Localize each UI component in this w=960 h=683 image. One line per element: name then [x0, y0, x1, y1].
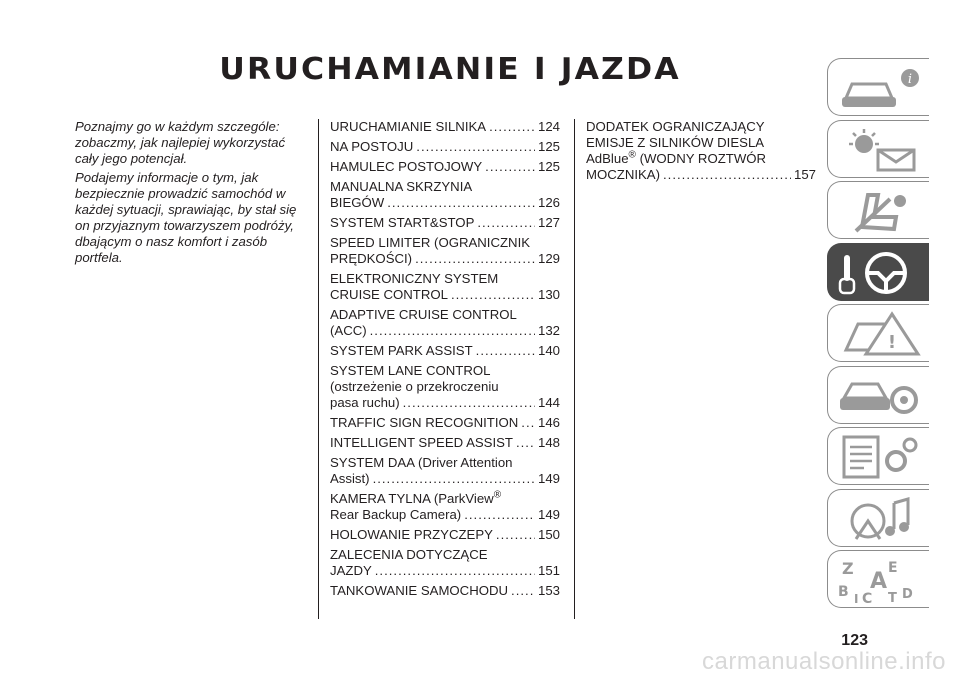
toc-entry-title: SYSTEM PARK ASSIST — [330, 343, 473, 358]
car-info-icon — [834, 64, 924, 112]
warning-lights-icon — [834, 126, 924, 174]
dot-leader — [387, 195, 535, 211]
toc-entry-text: ELEKTRONICZNY SYSTEM — [330, 271, 499, 286]
dot-leader — [521, 415, 535, 431]
safety-seat-icon — [834, 187, 924, 235]
dot-leader — [464, 507, 535, 523]
toc-entry-line — [330, 119, 560, 135]
toc-entry[interactable] — [330, 527, 560, 543]
toc-entry[interactable] — [330, 435, 560, 451]
toc-entry-line — [330, 287, 560, 303]
toc-entry-line — [330, 527, 560, 543]
chapter-tab[interactable] — [827, 304, 929, 362]
toc-entry[interactable] — [586, 119, 816, 183]
toc-entry-line — [330, 491, 560, 507]
dot-leader — [663, 167, 791, 183]
toc-entry[interactable] — [330, 215, 560, 231]
svg-text:E: E — [888, 560, 898, 576]
toc-page-number: 125 — [537, 139, 560, 154]
chapter-tab[interactable] — [827, 550, 929, 608]
toc-entry-line — [330, 455, 560, 471]
dot-leader — [496, 527, 535, 543]
toc-page-number: 146 — [537, 415, 560, 430]
toc-page-number: 140 — [537, 343, 560, 358]
toc-entry-title: MOCZNIKA) — [586, 167, 660, 182]
toc-page-number: 125 — [537, 159, 560, 174]
toc-entry[interactable] — [330, 343, 560, 359]
toc-entry-line — [330, 307, 560, 323]
toc-entry-line — [330, 195, 560, 211]
toc-entry-title: PRĘDKOŚCI) — [330, 251, 413, 266]
toc-page-number: 132 — [537, 323, 560, 338]
toc-entry-text: ZALECENIA DOTYCZĄCE — [330, 547, 488, 562]
toc-entry-line — [330, 215, 560, 231]
dot-leader — [511, 583, 535, 599]
toc-entry[interactable] — [330, 271, 560, 303]
intro-paragraph: Podajemy informacje o tym, jak bezpiecznie prowadzić samochód w każdej sytuacji, sprawiając, by stał się on przyjaznym towarzyszem podróży, dbającym o nasz komfort i zasób portfela. — [75, 170, 297, 265]
intro-paragraph: Poznajmy go w każdym szczególe: zobaczmy, jak najlepiej wykorzystać cały jego potencjał. — [75, 119, 286, 166]
svg-text:A: A — [870, 569, 888, 594]
toc-page-number: 126 — [537, 195, 560, 210]
toc-entry-line — [330, 323, 560, 339]
toc-entry-text: DODATEK OGRANICZAJĄCY — [586, 119, 765, 134]
toc-entry-text: SYSTEM DAA (Driver Attention — [330, 455, 513, 470]
svg-text:D: D — [902, 587, 913, 602]
starting-driving-icon — [834, 249, 924, 297]
toc-entry[interactable] — [330, 235, 560, 267]
toc-entry[interactable] — [330, 159, 560, 175]
toc-entry[interactable] — [330, 363, 560, 411]
toc-entry-text: SPEED LIMITER (OGRANICZNIK — [330, 235, 531, 250]
toc-entry-text: (WODNY ROZTWÓR — [635, 151, 767, 166]
toc-entry-text: AdBlue — [586, 151, 629, 166]
intro-text — [75, 119, 305, 269]
toc-page-number: 157 — [793, 167, 816, 182]
toc-entry-line — [330, 235, 560, 251]
toc-entry-line — [586, 119, 816, 135]
dot-leader — [516, 435, 535, 451]
svg-text:!: ! — [887, 332, 897, 353]
toc-entry-line — [330, 435, 560, 451]
toc-entry-title: HAMULEC POSTOJOWY — [330, 159, 483, 174]
chapter-tab[interactable] — [827, 181, 929, 239]
toc-entry-title: INTELLIGENT SPEED ASSIST — [330, 435, 513, 450]
dot-leader — [416, 139, 535, 155]
toc-entry-line — [330, 415, 560, 431]
toc-entry-line — [330, 395, 560, 411]
toc-entry-title: SYSTEM START&STOP — [330, 215, 475, 230]
index-icon — [834, 556, 924, 604]
registered-mark: ® — [493, 489, 502, 501]
toc-entry-title: URUCHAMIANIE SILNIKA — [330, 119, 487, 134]
toc-entry[interactable] — [330, 179, 560, 211]
toc-page-number: 153 — [537, 583, 560, 598]
toc-entry-title: JAZDY — [330, 563, 372, 578]
toc-entry-title: TANKOWANIE SAMOCHODU — [330, 583, 509, 598]
column-divider — [318, 119, 319, 619]
dot-leader — [373, 471, 535, 487]
toc-entry-title: BIEGÓW — [330, 195, 385, 210]
dot-leader — [485, 159, 535, 175]
page-title: URUCHAMIANIE I JAZDA — [219, 52, 681, 87]
toc-entry-line — [330, 159, 560, 175]
toc-entry-line — [330, 583, 560, 599]
registered-mark: ® — [628, 149, 636, 161]
toc-entry-line — [330, 507, 560, 523]
svg-text:T: T — [888, 591, 897, 604]
emergency-icon — [834, 310, 924, 358]
toc-entry-text: SYSTEM LANE CONTROL — [330, 363, 491, 378]
toc-page-number: 144 — [537, 395, 560, 410]
toc-entry-line — [330, 139, 560, 155]
toc-entry-text: ADAPTIVE CRUISE CONTROL — [330, 307, 517, 322]
chapter-tab[interactable] — [827, 243, 929, 301]
dot-leader — [375, 563, 535, 579]
watermark: carmanualsonline.info — [702, 648, 946, 675]
toc-entry-text: MANUALNA SKRZYNIA — [330, 179, 473, 194]
toc-entry[interactable] — [330, 455, 560, 487]
chapter-tab[interactable] — [827, 58, 929, 116]
toc-entry-line — [330, 563, 560, 579]
svg-text:B: B — [838, 584, 849, 600]
dot-leader — [403, 395, 535, 411]
toc-entry-line — [330, 343, 560, 359]
chapter-tab[interactable] — [827, 489, 929, 547]
column-divider — [574, 119, 575, 619]
toc-page-number: 127 — [537, 215, 560, 230]
toc-entry-line — [330, 547, 560, 563]
toc-entry-title: Rear Backup Camera) — [330, 507, 462, 522]
toc-entry[interactable] — [330, 583, 560, 599]
dot-leader — [415, 251, 535, 267]
toc-page-number: 129 — [537, 251, 560, 266]
toc-page-number: 148 — [537, 435, 560, 450]
toc-page-number: 149 — [537, 507, 560, 522]
toc-entry-line — [586, 151, 816, 167]
toc-entry-line — [330, 179, 560, 195]
toc-entry-line — [330, 471, 560, 487]
toc-page-number: 124 — [537, 119, 560, 134]
svg-text:I: I — [854, 592, 859, 604]
toc-entry-line: (ostrzeżenie o przekroczeniu — [330, 379, 499, 394]
dot-leader — [451, 287, 535, 303]
chapter-tab[interactable] — [827, 120, 929, 178]
toc-page-number: 151 — [537, 563, 560, 578]
multimedia-icon — [834, 495, 924, 543]
chapter-tab[interactable] — [827, 366, 929, 424]
maintenance-icon — [834, 372, 924, 420]
svg-text:C: C — [862, 591, 873, 604]
dot-leader — [477, 215, 535, 231]
toc-entry-line — [330, 251, 560, 267]
toc-entry[interactable] — [330, 415, 560, 431]
toc-entry[interactable] — [330, 547, 560, 579]
toc-entry-line — [586, 167, 816, 183]
toc-entry-text: KAMERA TYLNA (ParkView — [330, 491, 494, 506]
toc-entry-line — [330, 363, 560, 379]
technical-data-icon — [834, 433, 924, 481]
toc-entry-title: (ACC) — [330, 323, 367, 338]
toc-entry[interactable] — [330, 139, 560, 155]
toc-entry-title: Assist) — [330, 471, 370, 486]
toc-entry[interactable] — [330, 119, 560, 135]
toc-page-number: 150 — [537, 527, 560, 542]
dot-leader — [476, 343, 535, 359]
toc-entry-title: HOLOWANIE PRZYCZEPY — [330, 527, 493, 542]
toc-entry-title: NA POSTOJU — [330, 139, 414, 154]
toc-column-2 — [586, 119, 816, 187]
toc-entry-title: pasa ruchu) — [330, 395, 400, 410]
toc-entry-line — [330, 271, 560, 287]
chapter-tab[interactable] — [827, 427, 929, 485]
dot-leader — [489, 119, 535, 135]
svg-text:i: i — [907, 72, 913, 87]
toc-column-1 — [330, 119, 560, 603]
toc-entry-line: EMISJE Z SILNIKÓW DIESLA — [586, 135, 765, 150]
toc-entry-title: TRAFFIC SIGN RECOGNITION — [330, 415, 519, 430]
toc-entry[interactable] — [330, 307, 560, 339]
dot-leader — [370, 323, 535, 339]
toc-page-number: 149 — [537, 471, 560, 486]
page-number: 123 — [841, 632, 868, 649]
toc-page-number: 130 — [537, 287, 560, 302]
toc-entry-title: CRUISE CONTROL — [330, 287, 448, 302]
svg-text:Z: Z — [842, 559, 854, 578]
toc-entry[interactable] — [330, 491, 560, 523]
